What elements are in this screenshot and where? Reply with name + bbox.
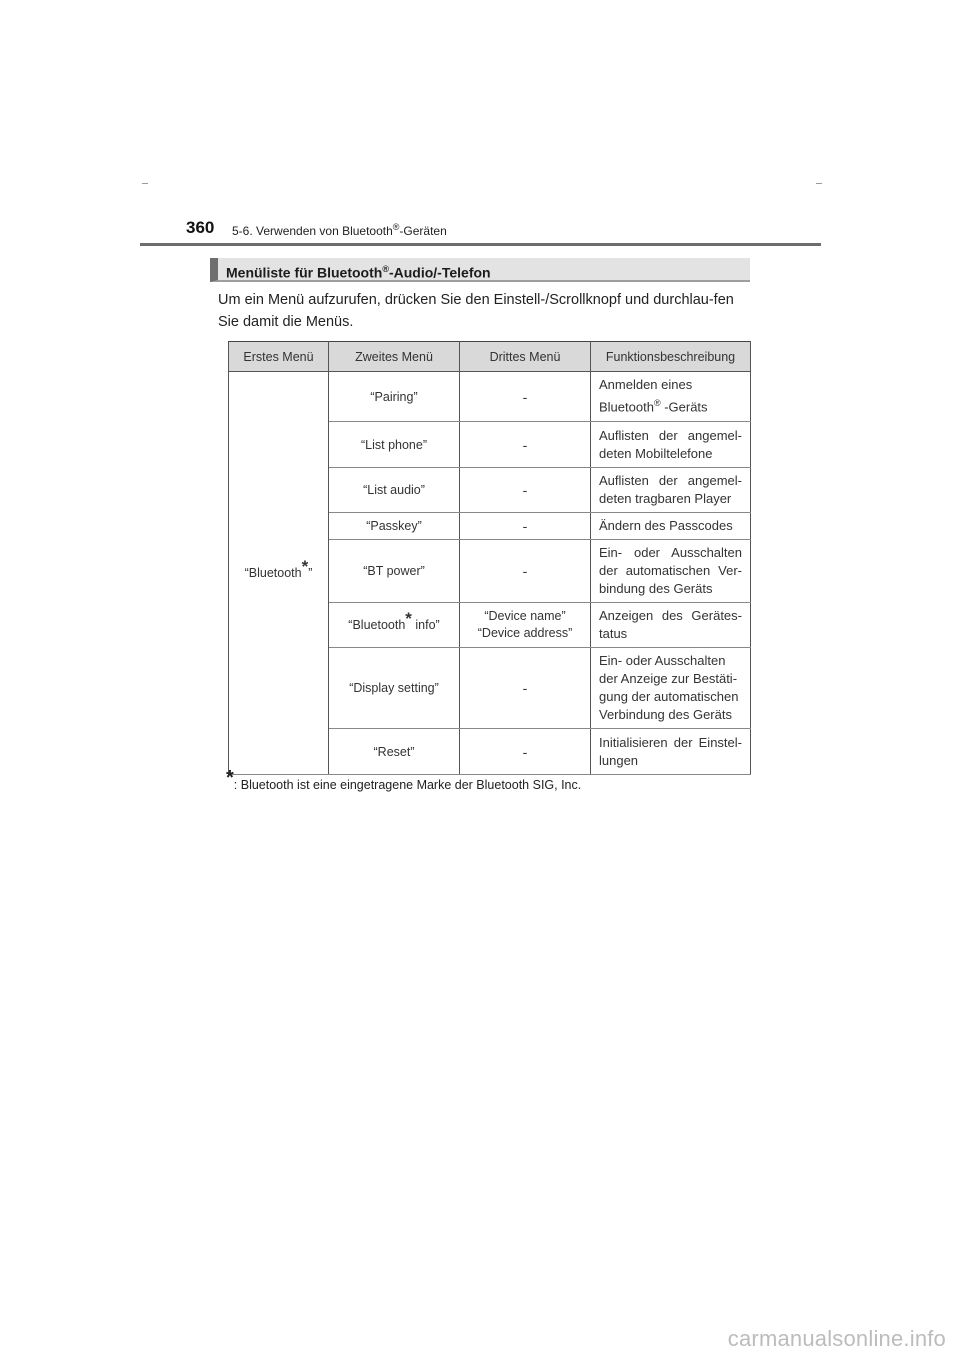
third-menu-cell: “Device name” “Device address” <box>460 603 591 648</box>
third-menu-cell: - <box>460 468 591 513</box>
description-cell: Auflisten der angemel-deten Mobiltelefone <box>591 422 751 468</box>
header-first-menu: Erstes Menü <box>229 342 329 372</box>
description-cell: Initialisieren der Einstel-lungen <box>591 729 751 775</box>
first-menu-bluetooth: “Bluetooth*” <box>229 372 329 775</box>
description-cell: Ein- oder Ausschalten der automatischen Ver-bindung des Geräts <box>591 540 751 603</box>
third-menu-cell: - <box>460 729 591 775</box>
table-row <box>229 372 751 422</box>
description-cell: Anmelden eines Bluetooth® -Geräts <box>591 372 751 422</box>
description-cell: Ein- oder Ausschalten der Anzeige zur Bestäti-gung der automatischen Verbindung des Geräts <box>591 648 751 729</box>
third-menu-cell: - <box>460 648 591 729</box>
intro-paragraph: Um ein Menü aufzurufen, drücken Sie den Einstell-/Scrollknopf und durchlau-fen Sie damit die Menüs. <box>218 292 734 330</box>
third-menu-cell: - <box>460 372 591 422</box>
third-menu-cell: - <box>460 540 591 603</box>
third-menu-cell: - <box>460 422 591 468</box>
second-menu-cell: “Bluetooth* info” <box>329 603 460 648</box>
header-rule <box>140 243 821 246</box>
description-cell: Auflisten der angemel-deten tragbaren Player <box>591 468 751 513</box>
third-menu-cell: - <box>460 513 591 540</box>
page-number: 360 <box>186 218 215 237</box>
description-cell: Ändern des Passcodes <box>591 513 751 540</box>
description-cell: Anzeigen des Gerätes-tatus <box>591 603 751 648</box>
crop-mark-right <box>816 183 822 184</box>
table-header-row <box>229 342 751 372</box>
watermark: carmanualsonline.info <box>727 1326 946 1351</box>
section-title: Menüliste für Bluetooth®-Audio/-Telefon <box>210 258 750 282</box>
crop-mark-left <box>142 183 148 184</box>
second-menu-cell: “Display setting” <box>329 648 460 729</box>
header-third-menu: Drittes Menü <box>460 342 591 372</box>
header-function: Funktionsbeschreibung <box>591 342 751 372</box>
second-menu-cell: “Reset” <box>329 729 460 775</box>
header-second-menu: Zweites Menü <box>329 342 460 372</box>
second-menu-cell: “BT power” <box>329 540 460 603</box>
second-menu-cell: “Pairing” <box>329 372 460 422</box>
second-menu-cell: “List audio” <box>329 468 460 513</box>
second-menu-cell: “List phone” <box>329 422 460 468</box>
second-menu-cell: “Passkey” <box>329 513 460 540</box>
running-head: 5-6. Verwenden von Bluetooth®-Geräten <box>232 222 447 238</box>
menu-table <box>228 341 751 775</box>
footnote: *: Bluetooth ist eine eingetragene Marke der Bluetooth SIG, Inc. <box>226 767 582 793</box>
